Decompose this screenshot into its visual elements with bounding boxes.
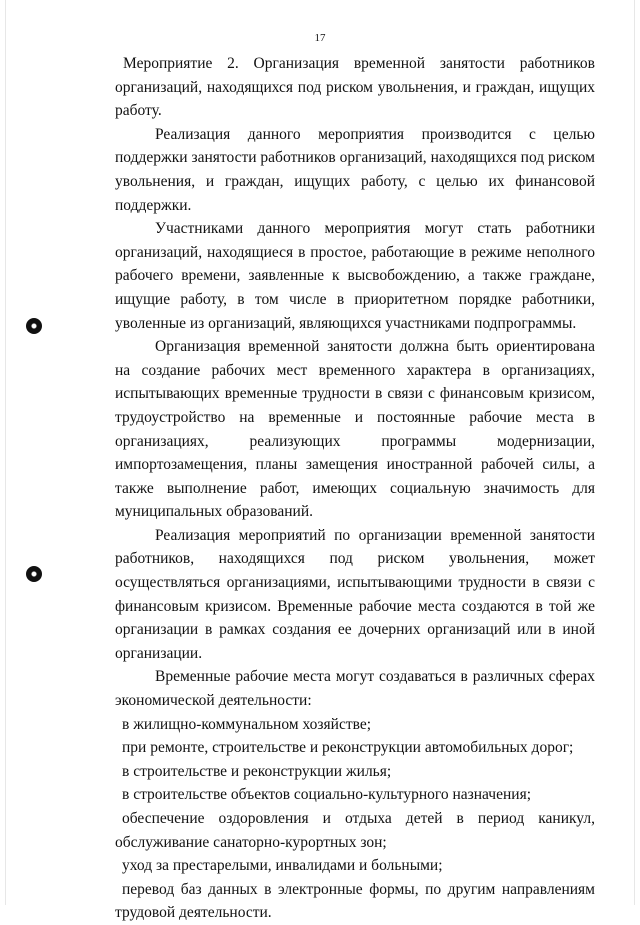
document-body [115,52,595,925]
list-item-housing-utilities: в жилищно-коммунальном хозяйстве; [122,715,372,733]
paragraph-implementation: Реализация мероприятий по организации временной занятости работников, находящихся под риском увольнения, может осуществляться организациями, испытывающими трудности в связи с финансовым кризисом. Временные рабочие места создаются в той же организации в рамках создания ее дочерних организаций или в иной организации. [115,526,595,662]
list-item-elderly-care: уход за престарелыми, инвалидами и больными; [122,857,443,875]
scan-edge-left [5,0,6,905]
paragraph-purpose: Реализация данного мероприятия производится с целью поддержки занятости работников организаций, находящихся под риском увольнения, и граждан, ищущих работу, с целью их финансовой поддержки. [115,125,595,214]
paragraph-orientation: Организация временной занятости должна быть ориентирована на создание рабочих мест временного характера в организациях, испытывающих временные трудности в связи с финансовым кризисом, трудоустройство на временные и постоянные рабочие места в организациях, реализующих программы модернизации, импортозамещения, планы замещения иностранной рабочей силы, а также выполнение работ, имеющих социальную значимость для муниципальных образований. [115,338,595,521]
list-item-housing-construction: в строительстве и реконструкции жилья; [122,762,392,780]
list-item-roads: при ремонте, строительстве и реконструкции автомобильных дорог; [122,739,574,757]
list-item-children-recreation: обеспечение оздоровления и отдыха детей в период каникул, обслуживание санаторно-курортных зон; [115,810,595,851]
list-item-databases: перевод баз данных в электронные формы, по другим направлениям трудовой деятельности. [115,880,595,922]
punch-hole-bottom [26,566,42,582]
paragraph-spheres-intro: Временные рабочие места могут создаваться в различных сферах экономической деятельности: [115,668,595,710]
punch-hole-top [26,318,42,334]
list-item-social-cultural: в строительстве объектов социально-культурного назначения; [122,786,532,804]
paragraph-participants: Участниками данного мероприятия могут стать работники организаций, находящиеся в простое, работающие в режиме неполного рабочего времени, заявленные к высвобождению, а также граждане, ищущие работу, в том числе в приоритетном порядке работники, уволенные из организаций, являющихся участниками подпрограммы. [115,220,595,332]
paragraph-measure-title: Мероприятие 2. Организация временной занятости работников организаций, находящихся под риском увольнения, и граждан, ищущих работу. [115,55,595,120]
page-number: 17 [314,32,326,44]
scan-edge-right [634,0,635,905]
